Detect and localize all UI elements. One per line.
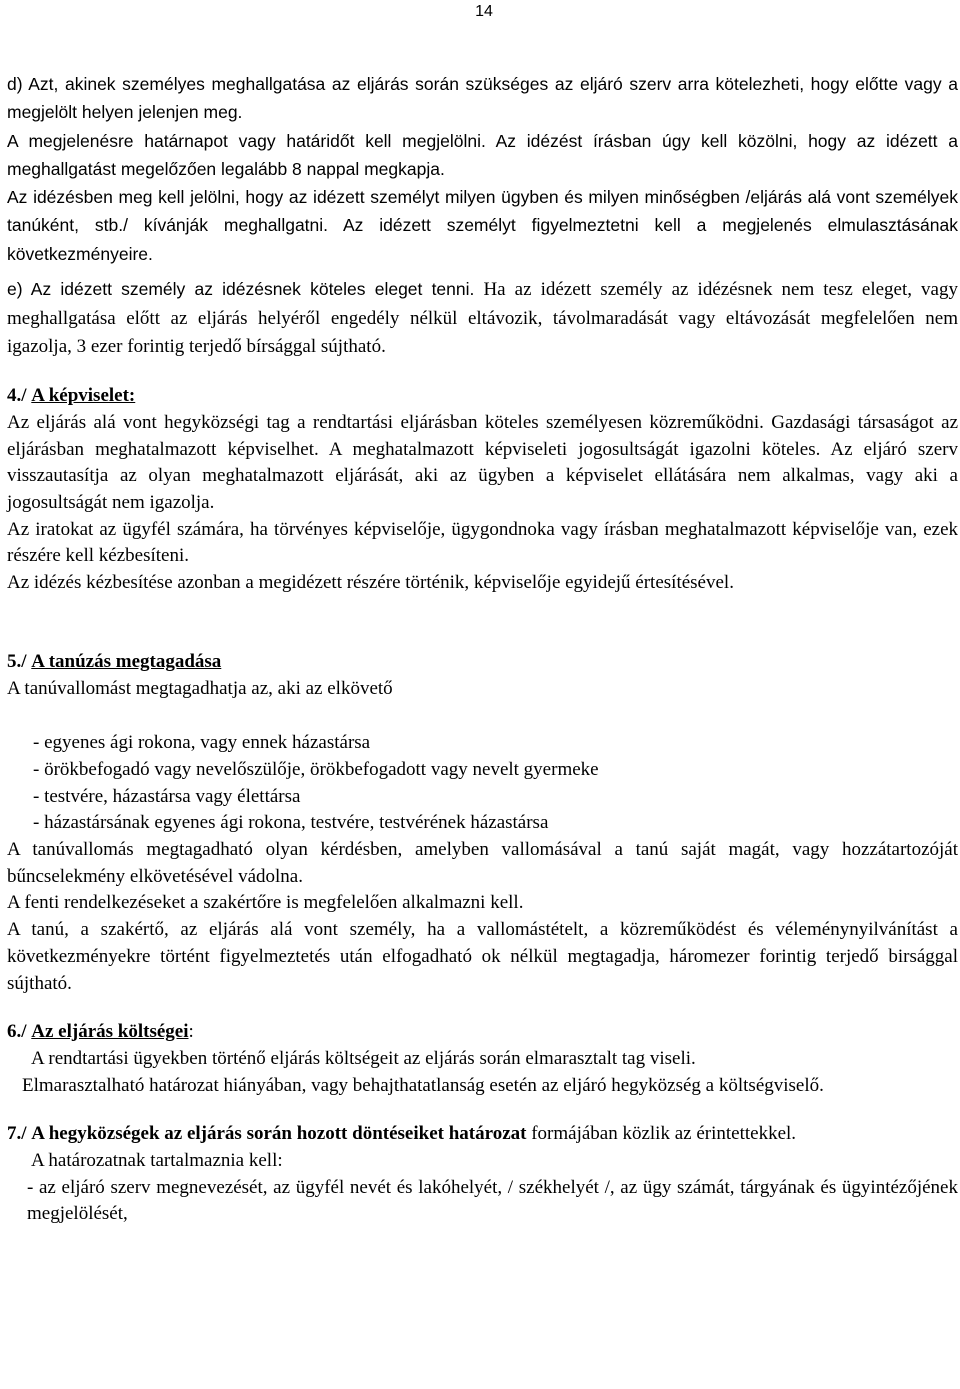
section-6-paragraph-1: A rendtartási ügyekben történő eljárás költségeit az eljárás során elmarasztalt tag viseli.: [31, 1047, 696, 1069]
section-4-paragraph-2: Az iratokat az ügyfél számára, ha törvényes képviselője, ügygondnoka vagy írásban meghatalmazott képviselője van, ezek részére kell kézbesíteni.: [7, 518, 958, 567]
section-6-colon: :: [188, 1021, 194, 1043]
list-item: - örökbefogadó vagy nevelőszülője, örökbefogadott vagy nevelt gyermeke: [33, 758, 599, 780]
section-6-number: 6./: [7, 1021, 27, 1043]
section-4-heading: [7, 383, 958, 410]
paragraph-d-summons: d) Azt, akinek személyes meghallgatása az eljárás során szükséges az eljáró szerv arra kötelezheti, hogy előtte vagy a megjelölt helyen jelenjen meg.: [7, 74, 958, 123]
relatives-list: [7, 730, 958, 837]
paragraph-e-obligation: [7, 275, 958, 361]
section-4-title: A képviselet:: [31, 385, 136, 407]
section-5-paragraph-2: A fenti rendelkezéseket a szakértőre is megfelelően alkalmazni kell.: [7, 892, 524, 914]
section-7-tail: formájában közlik az érintettekkel.: [526, 1123, 797, 1145]
section-7-number: 7./: [7, 1123, 27, 1145]
section-6-title: Az eljárás költségei: [31, 1021, 189, 1043]
page-number: 14: [475, 3, 493, 20]
section-5-heading: [7, 649, 958, 676]
section-4-number: 4./: [7, 385, 27, 407]
section-6-heading: [7, 1019, 958, 1046]
section-7-heading: [7, 1121, 958, 1148]
section-5-paragraph-3: A tanú, a szakértő, az eljárás alá vont személy, ha a vallomástételt, a közreműködést és véleménynyilvánítást a következményekre történt figyelmeztetés után elfogadható ok nélkül megtagadja, háromezer forintig terjedő birsággal sújtható.: [7, 919, 958, 994]
list-item: - egyenes ági rokona, vagy ennek házastársa: [33, 732, 371, 754]
list-item: - házastársának egyenes ági rokona, testvére, testvérének házastársa: [33, 812, 549, 834]
section-4-paragraph-1: Az eljárás alá vont hegyközségi tag a rendtartási eljárásban köteles személyesen közreműködni. Gazdasági társaságot az eljárásban meghatalmazott képviselhet. A meghatalmazott képviseleti jogosultságát igazolni köteles. Az eljáró szerv visszautasítja az olyan meghatalmazott eljárását, aki az ügyben a képviselet ellátására nem alkalmas, vagy aki a jogosultságát nem igazolja.: [7, 411, 958, 513]
section-5-title: A tanúzás megtagadása: [31, 650, 222, 672]
section-5-number: 5./: [7, 650, 27, 672]
section-7-title: A hegyközségek az eljárás során hozott döntéseiket határozat: [31, 1123, 527, 1145]
section-5-paragraph-1: A tanúvallomás megtagadható olyan kérdésben, amelyben vallomásával a tanú saját magát, vagy hozzátartozóját bűncselekmény elkövetésével vádolna.: [7, 839, 958, 887]
paragraph-d-deadline: A megjelenésre határnapot vagy határidőt kell megjelölni. Az idézést írásban úgy kell közölni, hogy az idézett a meghallgatást megelőzően legalább 8 nappal megkapja.: [7, 130, 958, 179]
section-7-item: - az eljáró szerv megnevezését, az ügyfél nevét és lakóhelyét, / székhelyét /, az ügy számát, tárgyának és ügyintézőjének megjelölését,: [27, 1176, 958, 1225]
list-item: - testvére, házastársa vagy élettársa: [33, 785, 301, 807]
paragraph-e-lead: e) Az idézett személy az idézésnek köteles eleget tenni.: [7, 279, 475, 300]
section-4-paragraph-3: Az idézés kézbesítése azonban a megidézett részére történik, képviselője egyidejű értesítésével.: [7, 572, 734, 594]
section-5-intro: A tanúvallomást megtagadhatja az, aki az elkövető: [7, 677, 393, 699]
section-7-paragraph-2: [7, 1175, 958, 1228]
paragraph-e-penalty: Ha az idézett személy az idézésnek nem tesz eleget, vagy meghallgatása előtt az eljárás helyéről engedély nélkül eltávozik, távolmaradását vagy eltávozását megfelelően nem igazolja, 3 ezer forintig terjedő bírsággal sújtható.: [7, 279, 958, 358]
paragraph-d-content: Az idézésben meg kell jelölni, hogy az idézett személyt milyen ügyben és milyen minőségben /eljárás alá vont személyek tanúként, stb./ kívánják meghallgatni. Az idézett személyt figyelmeztetni kell a megjelenés elmulasztásának következményeire.: [7, 187, 958, 264]
section-7-paragraph-1: A határozatnak tartalmaznia kell:: [31, 1150, 283, 1172]
page-content: [7, 70, 958, 1228]
section-6-paragraph-2: Elmarasztalható határozat hiányában, vagy behajthatatlanság esetén az eljáró hegyközség a költségviselő.: [22, 1074, 824, 1096]
